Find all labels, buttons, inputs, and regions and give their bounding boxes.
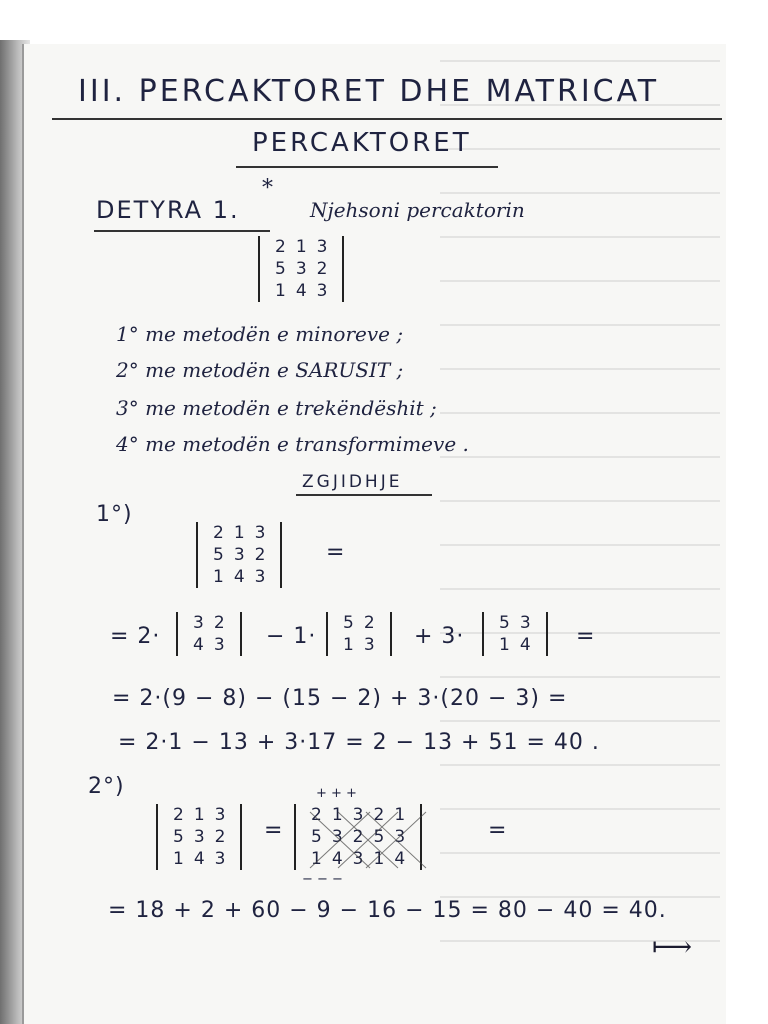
part2-line: = 18 + 2 + 60 − 9 − 16 − 15 = 80 − 40 = 40. — [108, 898, 667, 923]
minor-2: 5 2 1 3 — [326, 612, 392, 656]
task-star: * — [262, 176, 273, 201]
sarrus-diagonals — [300, 806, 470, 876]
part2-label: 2°) — [88, 774, 125, 799]
section-underline — [236, 166, 498, 168]
part1-tail-equals: = — [576, 624, 596, 649]
task-underline — [94, 230, 270, 232]
continue-arrow-icon: ⟼ — [652, 930, 693, 963]
part1-determinant: 2 1 3 5 3 2 1 4 3 — [196, 522, 282, 588]
part1-label: 1°) — [96, 502, 133, 527]
solution-heading: ZGJIDHJE — [302, 472, 403, 492]
method-3: 3° me metodën e trekëndëshit ; — [116, 396, 437, 420]
part1-line2: = 2·(9 − 8) − (15 − 2) + 3·(20 − 3) = — [112, 686, 568, 711]
sarrus-minus-signs: − − − — [302, 872, 343, 887]
part1-line3: = 2·1 − 13 + 3·17 = 2 − 13 + 51 = 40 . — [118, 730, 600, 755]
bleed-through — [440, 60, 720, 960]
part1-coef2: − 1· — [266, 624, 317, 649]
task-determinant: 2 1 3 5 3 2 1 4 3 — [258, 236, 344, 302]
section-title: PERCAKTORET — [252, 128, 472, 158]
solution-underline — [296, 494, 432, 496]
task-instruction: Njehsoni percaktorin — [310, 198, 525, 222]
part2-determinant: 2 1 3 5 3 2 1 4 3 — [156, 804, 242, 870]
chapter-title: III. PERCAKTORET DHE MATRICAT — [78, 74, 660, 109]
part1-coef3: + 3· — [414, 624, 465, 649]
method-1: 1° me metodën e minoreve ; — [116, 322, 404, 346]
method-2: 2° me metodën e SARUSIT ; — [116, 358, 404, 382]
minor-1: 3 2 4 3 — [176, 612, 242, 656]
sarrus-extended-determinant: 2 1 3 2 1 5 3 2 5 3 1 4 3 1 4 — [294, 804, 422, 870]
part2-equals: = — [264, 818, 284, 843]
part2-tail-equals: = — [488, 818, 508, 843]
sarrus-plus-signs: + + + — [316, 786, 357, 801]
part1-coef1: = 2· — [110, 624, 161, 649]
task-label: DETYRA 1. — [96, 196, 240, 224]
minor-3: 5 3 1 4 — [482, 612, 548, 656]
part1-equals: = — [326, 540, 346, 565]
chapter-underline — [52, 118, 722, 120]
method-4: 4° me metodën e transformimeve . — [116, 432, 469, 456]
